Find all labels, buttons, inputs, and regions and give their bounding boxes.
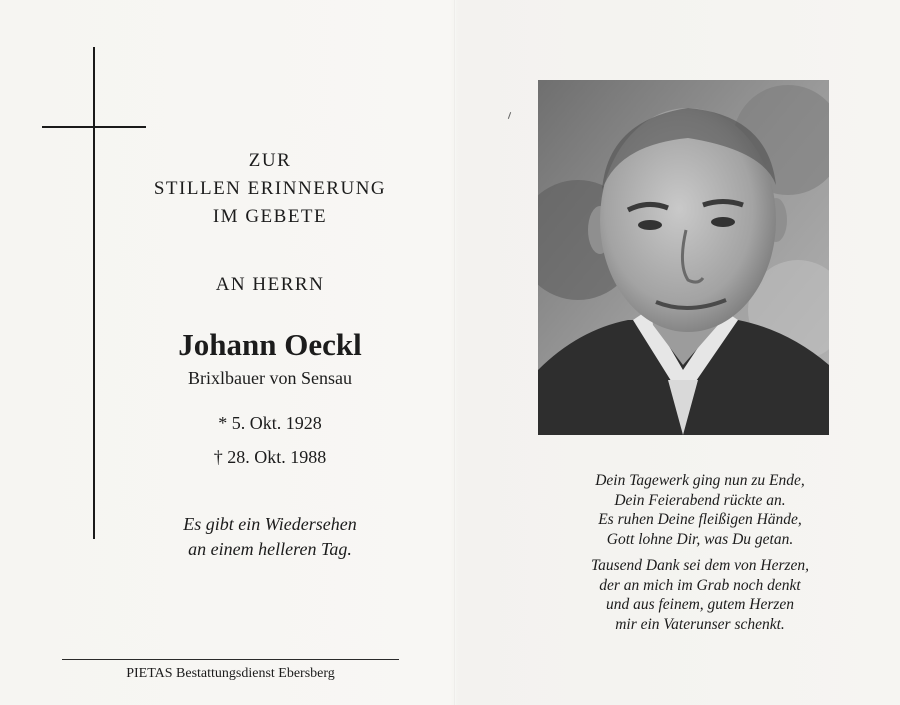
funeral-home-footer: PIETAS Bestattungsdienst Ebersberg xyxy=(126,666,335,681)
poem-line: und aus feinem, gutem Herzen xyxy=(605,596,795,613)
poem-line: Dein Feierabend rückte an. xyxy=(614,491,786,509)
portrait-photo xyxy=(538,80,829,435)
paper-mark xyxy=(508,112,511,119)
deceased-name: Johann Oeckl xyxy=(178,327,362,362)
title-line: ZUR xyxy=(248,150,292,171)
quote-line: an einem helleren Tag. xyxy=(188,539,352,559)
quote-line: Es gibt ein Wiedersehen xyxy=(183,514,357,534)
fold-line xyxy=(454,0,456,705)
poem-line: Es ruhen Deine fleißigen Hände, xyxy=(598,511,802,528)
poem-line: Tausend Dank sei dem von Herzen, xyxy=(590,557,810,574)
poem-line: mir ein Vaterunser schenkt. xyxy=(615,615,785,633)
title-line: STILLEN ERINNERUNG xyxy=(153,178,387,199)
poem-line: der an mich im Grab noch denkt xyxy=(599,576,801,594)
cross-icon xyxy=(93,47,95,539)
occupation: Brixlbauer von Sensau xyxy=(188,368,352,388)
poem-line: Dein Tagewerk ging nun zu Ende, xyxy=(595,472,805,489)
birth-date: * 5. Okt. 1928 xyxy=(218,413,322,433)
death-date: † 28. Okt. 1988 xyxy=(213,447,327,467)
title-line: IM GEBETE xyxy=(212,206,328,227)
salutation: AN HERRN xyxy=(215,274,325,295)
poem-stanza xyxy=(560,556,840,634)
cross-icon-bar xyxy=(42,126,146,128)
footer-divider xyxy=(62,659,399,660)
poem-line: Gott lohne Dir, was Du getan. xyxy=(606,530,794,548)
poem-stanza xyxy=(560,471,840,549)
